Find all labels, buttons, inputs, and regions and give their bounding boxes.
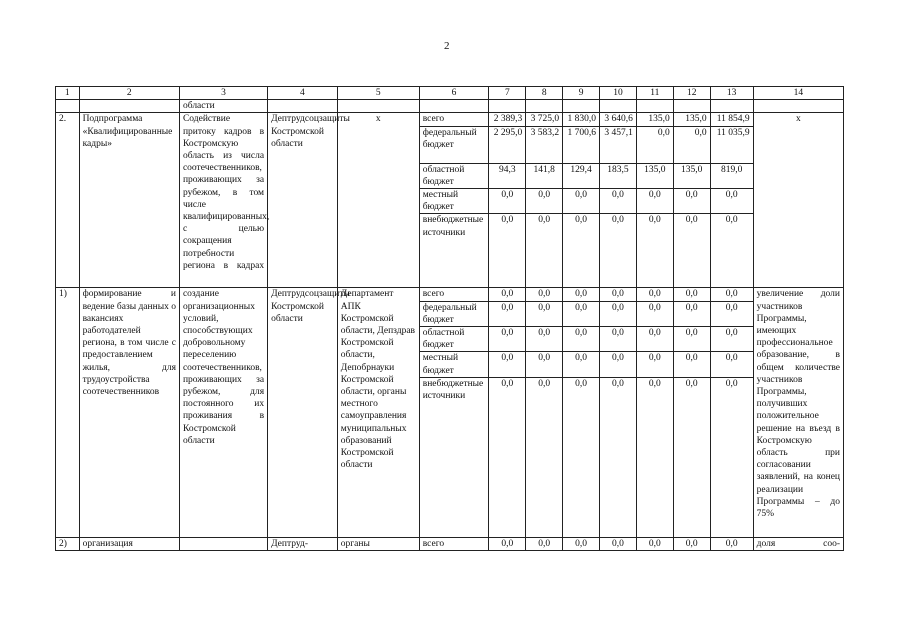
funding-source: всего bbox=[419, 288, 489, 301]
measure-name: Подпрограмма «Квалифицированные кадры» bbox=[79, 113, 179, 288]
value-cell: 0,0 bbox=[636, 126, 673, 163]
value-cell: 135,0 bbox=[636, 163, 673, 188]
value-cell: 0,0 bbox=[710, 377, 753, 537]
funding-source: внебюджетные источники bbox=[419, 214, 489, 288]
expected-result: доля соо- bbox=[753, 537, 843, 550]
value-cell: 1 830,0 bbox=[563, 113, 600, 126]
table-row bbox=[56, 288, 844, 301]
value-cell: 11 854,9 bbox=[710, 113, 753, 126]
header-cell: 13 bbox=[710, 87, 753, 100]
funding-source: местный бюджет bbox=[419, 189, 489, 214]
value-cell: 0,0 bbox=[710, 214, 753, 288]
responsible-executor: Дептрудсоцзащиты Костромской области bbox=[268, 113, 338, 288]
value-cell: 0,0 bbox=[600, 288, 637, 301]
header-cell: 8 bbox=[526, 87, 563, 100]
value-cell: 135,0 bbox=[673, 163, 710, 188]
value-cell: 11 035,9 bbox=[710, 126, 753, 163]
value-cell: 1 700,6 bbox=[563, 126, 600, 163]
value-cell: 0,0 bbox=[673, 377, 710, 537]
value-cell: 0,0 bbox=[600, 327, 637, 352]
value-cell: 0,0 bbox=[600, 352, 637, 377]
value-cell: 0,0 bbox=[673, 126, 710, 163]
co-executors: Департамент АПК Костромской области, Депздрав Костромской области, Депобрнауки Костромской области, органы местного самоуправления муниципальных образований Костромской области bbox=[337, 288, 419, 537]
value-cell: 0,0 bbox=[563, 189, 600, 214]
header-cell: 3 bbox=[179, 87, 267, 100]
value-cell: 0,0 bbox=[489, 537, 526, 550]
value-cell: 0,0 bbox=[526, 352, 563, 377]
value-cell: 0,0 bbox=[526, 214, 563, 288]
value-cell: 129,4 bbox=[563, 163, 600, 188]
value-cell: 0,0 bbox=[636, 288, 673, 301]
table-row bbox=[56, 113, 844, 126]
value-cell: 0,0 bbox=[710, 352, 753, 377]
program-table bbox=[55, 86, 844, 551]
value-cell: 3 725,0 bbox=[526, 113, 563, 126]
header-cell: 1 bbox=[56, 87, 80, 100]
value-cell: 0,0 bbox=[600, 377, 637, 537]
value-cell: 135,0 bbox=[673, 113, 710, 126]
value-cell: 0,0 bbox=[489, 352, 526, 377]
funding-source: федеральный бюджет bbox=[419, 126, 489, 163]
header-row bbox=[56, 87, 844, 100]
value-cell: 2 389,3 bbox=[489, 113, 526, 126]
value-cell: 0,0 bbox=[673, 352, 710, 377]
expected-result: увеличение доли участников Программы, имеющих профессиональное образование, в общем количестве участников Программы, получивших положительное решение на въезд в Костромскую область при согласовании заявлений, на конец реализации Программы – до 75% bbox=[753, 288, 843, 537]
value-cell: 0,0 bbox=[673, 288, 710, 301]
value-cell: 0,0 bbox=[563, 288, 600, 301]
value-cell: 0,0 bbox=[489, 377, 526, 537]
value-cell: 2 295,0 bbox=[489, 126, 526, 163]
value-cell: 0,0 bbox=[673, 214, 710, 288]
header-cell: 14 bbox=[753, 87, 843, 100]
value-cell: 0,0 bbox=[563, 377, 600, 537]
value-cell: 0,0 bbox=[710, 189, 753, 214]
continuation-row bbox=[56, 100, 844, 113]
value-cell: 0,0 bbox=[563, 327, 600, 352]
value-cell: 94,3 bbox=[489, 163, 526, 188]
value-cell: 0,0 bbox=[710, 288, 753, 301]
responsible-executor: Дептрудсоцзащиты Костромской области bbox=[268, 288, 338, 537]
value-cell: 0,0 bbox=[563, 352, 600, 377]
value-cell: 0,0 bbox=[710, 301, 753, 326]
funding-source: областной бюджет bbox=[419, 327, 489, 352]
measure-goal: создание организационных условий, способствующих добровольному переселению соотечественников, проживающих за рубежом, для постоянного их проживания в Костромской области bbox=[179, 288, 267, 537]
value-cell: 141,8 bbox=[526, 163, 563, 188]
value-cell: 0,0 bbox=[636, 537, 673, 550]
page-number: 2 bbox=[444, 40, 450, 52]
value-cell: 0,0 bbox=[489, 327, 526, 352]
value-cell: 0,0 bbox=[710, 537, 753, 550]
value-cell: 0,0 bbox=[673, 189, 710, 214]
measure-name: формирование и ведение базы данных о вакансиях работодателей региона, в том числе с предоставлением жилья, для трудоустройства соотечественников bbox=[79, 288, 179, 537]
value-cell: 0,0 bbox=[600, 537, 637, 550]
row-number: 2. bbox=[56, 113, 80, 288]
value-cell: 0,0 bbox=[489, 214, 526, 288]
header-cell: 4 bbox=[268, 87, 338, 100]
value-cell: 0,0 bbox=[636, 377, 673, 537]
value-cell: 0,0 bbox=[489, 301, 526, 326]
value-cell: 135,0 bbox=[636, 113, 673, 126]
funding-source: федеральный бюджет bbox=[419, 301, 489, 326]
value-cell: 0,0 bbox=[526, 301, 563, 326]
header-cell: 2 bbox=[79, 87, 179, 100]
value-cell: 0,0 bbox=[600, 214, 637, 288]
value-cell: 0,0 bbox=[636, 214, 673, 288]
value-cell: 3 457,1 bbox=[600, 126, 637, 163]
value-cell: 0,0 bbox=[636, 327, 673, 352]
funding-source: всего bbox=[419, 537, 489, 550]
funding-source: внебюджетные источники bbox=[419, 377, 489, 537]
header-cell: 10 bbox=[600, 87, 637, 100]
value-cell: 0,0 bbox=[600, 301, 637, 326]
value-cell: 0,0 bbox=[526, 537, 563, 550]
value-cell: 183,5 bbox=[600, 163, 637, 188]
value-cell: 0,0 bbox=[526, 288, 563, 301]
table-row bbox=[56, 537, 844, 550]
value-cell: 3 583,2 bbox=[526, 126, 563, 163]
header-cell: 7 bbox=[489, 87, 526, 100]
value-cell: 0,0 bbox=[600, 189, 637, 214]
funding-source: местный бюджет bbox=[419, 352, 489, 377]
value-cell: 0,0 bbox=[526, 189, 563, 214]
value-cell: 0,0 bbox=[673, 301, 710, 326]
header-cell: 6 bbox=[419, 87, 489, 100]
funding-source: областной бюджет bbox=[419, 163, 489, 188]
value-cell: 0,0 bbox=[489, 288, 526, 301]
measure-name: организация bbox=[79, 537, 179, 550]
row-number: 1) bbox=[56, 288, 80, 537]
value-cell: 0,0 bbox=[526, 327, 563, 352]
row-number: 2) bbox=[56, 537, 80, 550]
value-cell: 0,0 bbox=[563, 537, 600, 550]
header-cell: 11 bbox=[636, 87, 673, 100]
value-cell: 0,0 bbox=[673, 327, 710, 352]
value-cell: 0,0 bbox=[636, 352, 673, 377]
header-cell: 5 bbox=[337, 87, 419, 100]
co-executors: органы bbox=[337, 537, 419, 550]
value-cell: 819,0 bbox=[710, 163, 753, 188]
header-cell: 9 bbox=[563, 87, 600, 100]
value-cell: 0,0 bbox=[563, 301, 600, 326]
measure-goal: Содействие притоку кадров в Костромскую область из числа соотечественников, проживающих за рубежом, в том числе квалифицированных, с целью сокращения потребности региона в кадрах bbox=[179, 113, 267, 288]
header-cell: 12 bbox=[673, 87, 710, 100]
value-cell: 3 640,6 bbox=[600, 113, 637, 126]
value-cell: 0,0 bbox=[489, 189, 526, 214]
value-cell: 0,0 bbox=[636, 301, 673, 326]
funding-source: всего bbox=[419, 113, 489, 126]
value-cell: 0,0 bbox=[526, 377, 563, 537]
expected-result: х bbox=[753, 113, 843, 288]
value-cell: 0,0 bbox=[563, 214, 600, 288]
value-cell: 0,0 bbox=[636, 189, 673, 214]
value-cell: 0,0 bbox=[710, 327, 753, 352]
responsible-executor: Дептруд- bbox=[268, 537, 338, 550]
value-cell: 0,0 bbox=[673, 537, 710, 550]
continuation-text: области bbox=[179, 100, 267, 113]
co-executors: х bbox=[337, 113, 419, 288]
